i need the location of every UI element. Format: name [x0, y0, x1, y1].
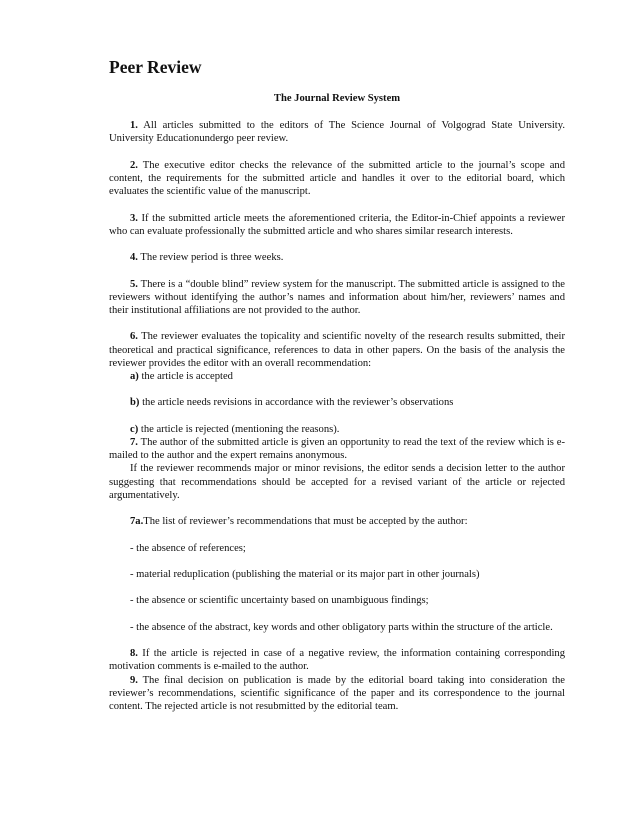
- recommendation-letter: b): [130, 397, 140, 409]
- item-number: 3.: [130, 212, 138, 224]
- item-text: The reviewer evaluates the topicality and scientific novelty of the research results submitted, their theoretical and practical significance, references to data in other papers. On the basis of the analysis the reviewer provides the editor with an overall recommendation:: [109, 331, 565, 369]
- item-text: There is a “double blind” review system for the manuscript. The submitted article is assigned to the reviewers without identifying the author’s names and information about him/her, reviewers’ names and their institutional affiliations are not provided to the author.: [109, 278, 565, 316]
- paragraph-item-5: [109, 278, 565, 318]
- document-page: [109, 56, 565, 713]
- list-item-7a-2: - material reduplication (publishing the material or its major part in other journals): [130, 568, 480, 580]
- paragraph-item-2: [109, 159, 565, 199]
- item-text: If the article is rejected in case of a negative review, the information containing corresponding motivation comments is e-mailed to the author.: [109, 648, 565, 673]
- item-text: All articles submitted to the editors of The Science Journal of Volgograd State University. University Educationundergo peer review.: [109, 120, 565, 145]
- item-text: The review period is three weeks.: [140, 252, 284, 264]
- page-title: Peer Review: [109, 57, 202, 77]
- list-item-7a-3: - the absence or scientific uncertainty based on unambiguous findings;: [130, 595, 429, 607]
- item-text: The author of the submitted article is given an opportunity to read the text of the review which is e-mailed to the author and the expert remains anonymous.: [109, 436, 565, 462]
- paragraph-item-7: [109, 436, 565, 462]
- item-number: 9.: [130, 674, 138, 686]
- paragraph-item-7a: [109, 515, 565, 528]
- paragraph-item-7-note: If the reviewer recommends major or minor revisions, the editor sends a decision letter to the author suggesting that recommendations should be accepted for a revised variant of the article or rejected argumentatively.: [109, 463, 565, 501]
- recommendation-c: [109, 423, 565, 436]
- item-text: The executive editor checks the relevance of the submitted article to the journal’s scope and content, the requirements for the submitted article and handles it over to the editorial board, which evaluates the scientific value of the manuscript.: [109, 159, 565, 198]
- item-number: 1.: [130, 120, 138, 132]
- paragraph-item-1: [109, 119, 565, 145]
- recommendation-text: the article is accepted: [141, 370, 233, 382]
- recommendation-text: the article is rejected (mentioning the reasons).: [140, 423, 340, 435]
- recommendation-text: the article needs revisions in accordance with the reviewer’s observations: [142, 397, 454, 409]
- item-number: 4.: [130, 252, 138, 264]
- item-number: 8.: [130, 648, 138, 660]
- paragraph-item-6: [109, 330, 565, 370]
- item-text: If the submitted article meets the aforementioned criteria, the Editor-in-Chief appoints a reviewer who can evaluate professionally the submitted article and who shares similar research interests.: [109, 212, 565, 237]
- item-text: The final decision on publication is made by the editorial board taking into consideration the reviewer’s recommendations, scientific significance of the paper and its correspondence to the journal content. The rejected article is not resubmitted by the editorial team.: [109, 674, 565, 712]
- list-item-7a-4: - the absence of the abstract, key words and other obligatory parts within the structure of the article.: [130, 621, 553, 633]
- item-number: 2.: [130, 159, 138, 171]
- recommendation-a: [109, 370, 565, 383]
- recommendation-letter: a): [130, 370, 139, 382]
- recommendation-b: [109, 396, 565, 409]
- paragraph-item-3: [109, 212, 565, 238]
- item-text: The list of reviewer’s recommendations that must be accepted by the author:: [143, 516, 468, 528]
- item-number: 7.: [130, 436, 138, 448]
- recommendation-letter: c): [130, 423, 139, 435]
- paragraph-item-8: [109, 647, 565, 673]
- list-item-7a-1: - the absence of references;: [130, 542, 246, 554]
- paragraph-item-9: [109, 674, 565, 714]
- section-subtitle: The Journal Review System: [273, 93, 401, 104]
- item-number: 7a.: [130, 516, 144, 528]
- item-number: 6.: [130, 331, 138, 343]
- item-number: 5.: [130, 278, 138, 290]
- paragraph-item-4: [109, 251, 565, 264]
